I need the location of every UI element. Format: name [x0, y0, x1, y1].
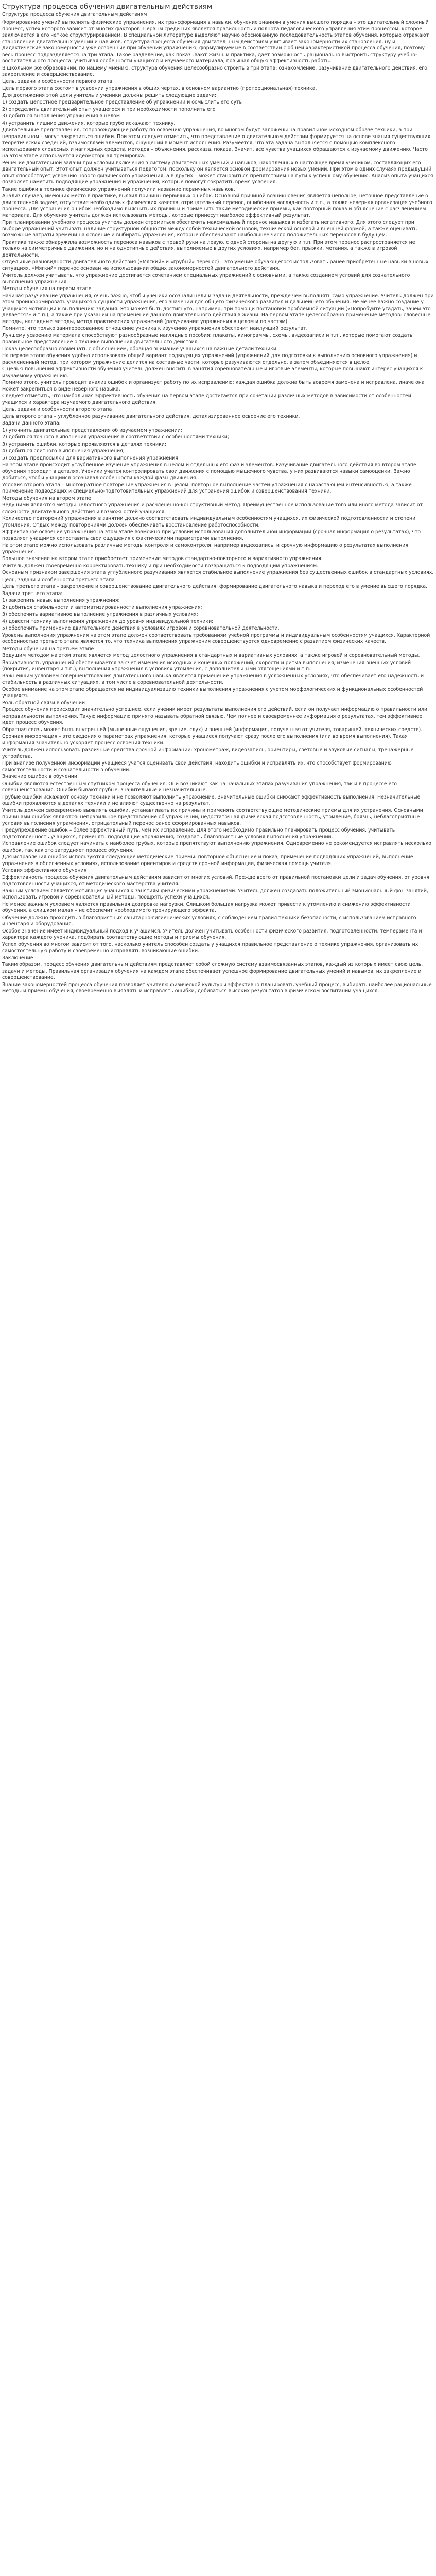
paragraph: Исправление ошибок следует начинать с наиболее грубых, которые препятствуют выполнению упражнения. Одновременно не рекомендуется исправлять несколько ошибок, так как это затрудняет процесс обучения.	[2, 841, 432, 853]
paragraph: Цель, задачи и особенности третьего этапа	[2, 577, 115, 583]
page-subtitle: Структура процесса обучения двигательным действиям	[2, 12, 147, 18]
paragraph: Процесс обучения происходит значительно успешнее, если ученик имеет результаты выполнения его действий, если он получает информацию о правильности или неправильности выполнения. Такую информацию принято называть обратной связью. Чем полнее и своевременнее информация о результатах, тем эффективнее идет процесс обучения.	[2, 707, 428, 725]
paragraph: Методы обучения на первом этапе	[2, 286, 92, 292]
paragraph: Цель первого этапа состоит в усвоении упражнения в общих чертах, в основном вариантно (пропорциональная) техника.	[2, 86, 317, 91]
paragraph: Обратная связь может быть внутренней (мышечные ощущения, зрение, слух) и внешней (информация, полученная от учителя, товарищей, технических средств).	[2, 726, 423, 733]
paragraph: Задачи данного этапа:	[2, 420, 61, 426]
paragraph: 5) обеспечить применение двигательного действия в условиях игровой и соревновательной деятельности.	[2, 625, 280, 631]
paragraph: Учитель должен учитывать, что упражнение достигается сочетанием специальных упражнений с основными, а также созданием условий для сознательного выполнения упражнения.	[2, 273, 410, 285]
article	[0, 0, 436, 995]
paragraph: Эффективность процесса обучения двигательным действиям зависит от многих условий. Прежде всего от правильной постановки цели и задач обучения, от уровня подготовленности учащихся, от методического мастерства учителя.	[2, 874, 430, 887]
paragraph: Знание закономерностей процесса обучения позволяет учителю физической культуры эффективно планировать учебный процесс, выбирать наиболее рациональные методы и приемы обучения, своевременно выявлять и исправлять ошибки, добиваться высоких результатов в физическом воспитании учащихся.	[2, 981, 432, 994]
paragraph: Грубые ошибки искажают основу техники и не позволяют выполнить упражнение. Значительные ошибки снижают эффективность выполнения. Незначительные ошибки проявляются в деталях техники и не влияют существенно на результат.	[2, 794, 421, 806]
paragraph: Заключение	[2, 955, 33, 961]
paragraph: Обучение должно проходить в благоприятных санитарно-гигиенических условиях, с соблюдением правил техники безопасности, с использованием исправного инвентаря и оборудования.	[2, 914, 416, 927]
paragraph: Ведущим методом на этом этапе является метод целостного упражнения в стандартных и вариативных условиях, а также игровой и соревновательный методы.	[2, 653, 420, 658]
paragraph: На этом этапе можно использовать различные методы контроля и самоконтроля, например видеозапись, и срочную информацию о результатах выполнения упражнения.	[2, 543, 408, 555]
paragraph: 1) создать целостное предварительное представление об упражнении и осмыслить его суть	[2, 99, 242, 105]
paragraph: Помимо этого, учитель проводит анализ ошибок и организует работу по их исправлению: каждая ошибка должна быть вовремя замечена и исправлена, иначе она может закрепиться в виде неверного навыка.	[2, 380, 425, 392]
paragraph: Цель, задачи и особенности первого этапа	[2, 78, 112, 84]
paragraph: Таким образом, процесс обучения двигательным действиям представляет собой сложную систему взаимосвязанных этапов, каждый из которых имеет свою цель, задачи и методы. Правильная организация обучения на каждом этапе обеспечивает успешное формирование двигательных умений и навыков, их закрепление и совершенствование.	[2, 962, 423, 980]
paragraph: 4) довести технику выполнения упражнения до уровня индивидуальной техники;	[2, 618, 214, 624]
paragraph: Формирование умений выполнять физические упражнения, их трансформация в навыки, обучение знаниям в умения высшего порядка – это двигательный сложный процесс, успех которого зависит от многих факторов. Первым среди них является правильность и полнота педагогического управления этим процессом, которое заключается в его четкое структурированием. В специальной литературе выделяют научно обоснованную последовательность этапов обучения, которые отражают становление двигательных умений и навыков, структура процесса обучения двигательным действиям учитывает закономерности их становления, ну и дидактические закономерности уже освоенные при обучении упражнению, формулируемые в соответствии с общей характеристикой процесса обучения, поэтому весь процесс подразделяется на три этапа. Такое разделение, как показывают жизнь и практика, дает возможность рационально выстроить структуру учебно-воспитательного процесса, учитывая особенности учащихся и изучаемого материала, повышая общую эффективность работы.	[2, 20, 429, 64]
paragraph: Цель, задачи и особенности второго этапа	[2, 406, 112, 412]
paragraph: Количество повторений упражнения в занятии должно соответствовать индивидуальным особенностям учащихся, их физической подготовленности и степени утомления. Отдых между повторениями должен обеспечивать восстановление работоспособности.	[2, 516, 416, 528]
paragraph: 3) обеспечить вариативное выполнение упражнения в различных условиях;	[2, 612, 198, 617]
paragraph: Учитель должен своевременно корректировать технику и при необходимости возвращаться к подводящим упражнениям.	[2, 563, 319, 569]
paragraph: Начиная разучивание упражнения, очень важно, чтобы ученики осознали цели и задачи деятельности, прежде чем выполнять само упражнение. Учитель должен при этом проинформировать учащихся о сущности упражнения, его значении для общего физического развития и дальнейшего обучения. Не менее важно создание у учащихся мотивации к выполнению задания. Это может быть достигнуто, например, при помощи постановки проблемной ситуации («Попробуйте угадать, зачем это делается?» и т.п.), а также при указании на применение данного двигательного действия в жизни. На первом этапе целесообразно применение методов: словесные методы, наглядные методы, метод практических упражнений (разучивание упражнения в целом и по частям).	[2, 293, 434, 325]
paragraph: На первом этапе обучения удобно использовать общий вариант подводящих упражнений (упражнений для подготовки к выполнению основного упражнения) и расчлененный метод, при котором упражнение делится на составные части, которые разучиваются отдельно, а затем объединяются в целое.	[2, 353, 417, 365]
paragraph: Особое значение имеет индивидуальный подход к учащимся. Учитель должен учитывать особенности физического развития, подготовленности, темперамента и характера каждого ученика, подбирать соответствующие методы и приемы обучения.	[2, 928, 422, 940]
paragraph: Показ целесообразно совмещать с объяснением, обращая внимание учащихся на важные детали техники.	[2, 346, 278, 352]
paragraph: Отдельные разновидности двигательного действия («Мягкий» и «грубый» перенос) – это умение обучающегося использовать ранее приобретенные навыки в новых ситуациях. «Мягкий» перенос основан на использовании общих закономерностей двигательного действия.	[2, 259, 429, 272]
paragraph: Предупреждение ошибок – более эффективный путь, чем их исправление. Для этого необходимо правильно планировать процесс обучения, учитывать подготовленность учащихся, применять подводящие упражнения, создавать благоприятные условия выполнения упражнений.	[2, 827, 395, 840]
paragraph: При планировании учебного процесса учитель должен стремиться обеспечить максимальный перенос навыков и избегать негативного. Для этого следует при выборе упражнений учитывать наличие структурной общности между собой технической основой, технической основой и внешней формой, а также оценивать возможные затраты времени на освоение и выбирать упражнения, которые обеспечивают наибольшее число положительных переносов в будущем.	[2, 219, 417, 238]
paragraph: Условия эффективного обучения	[2, 868, 87, 873]
article-body	[2, 20, 434, 995]
paragraph: При анализе полученной информации учащиеся учатся оценивать свои действия, находить ошибки и исправлять их, что способствует формированию самостоятельности и сознательности в обучении.	[2, 760, 392, 773]
paragraph: Двигательные представления, сопровождающие работу по освоению упражнения, во многом будут заложены на правильном исходном образе техники, а при неправильном – могут закрепиться ошибки. При этом следует отметить, что представление о двигательном действии формируется на основе знания существующих теоретических сведений, взаимосвязей элементов, ощущений в момент исполнения. Разумеется, что эта задача выполняется с помощью комплексного использования словесных и наглядных средств, методов – объяснения, рассказа, показа. Значит, все чувства учащихся обращаются к изучаемому движению. Часто на этом этапе используется идеомоторная тренировка.	[2, 127, 431, 159]
paragraph: Важным условием является мотивация учащихся к занятиям физическими упражнениями. Учитель должен создавать положительный эмоциональный фон занятий, использовать игровой и соревновательный методы, поощрять успехи учащихся.	[2, 888, 428, 900]
paragraph: 1) уточнить двигательные представления об изучаемом упражнении;	[2, 427, 182, 433]
paragraph: 2) добиться стабильности и автоматизированности выполнения упражнения;	[2, 604, 202, 611]
paragraph: Анализ случаев, имеющих место в практике, выявил причины первичных ошибок. Основной причиной возникновения является неполное, неточное представление о двигательной задаче, отсутствие необходимых физических качеств, отрицательный перенос, ошибочная наглядность и т.п., а также неверная организация учебного процесса. Для устранения ошибок необходимо выяснить их причины и применить такие методические приемы, как повторный показ и объяснение с расчленением материала. Для обучения учитель должен использовать методы, которые принесут наиболее эффективный результат.	[2, 193, 432, 218]
page-title: Структура процесса обучения двигательным действиям	[2, 3, 213, 11]
paragraph: Для достижения этой цели учитель и ученики должны решить следующие задачи:	[2, 92, 217, 98]
paragraph: С целью повышения эффективности обучения учитель должен вносить в занятия соревновательные и игровые элементы, которые повышают интерес учащихся к изучаемому упражнению.	[2, 366, 423, 379]
paragraph: 5) создать предпосылки для вариативного выполнения упражнения.	[2, 455, 180, 461]
paragraph: Задачи третьего этапа:	[2, 590, 63, 597]
paragraph: 3) добиться выполнения упражнения в целом	[2, 113, 120, 119]
paragraph: Учитель должен использовать различные средства срочной информации: хронометраж, видеозапись, ориентиры, световые и звуковые сигналы, тренажерные устройства.	[2, 747, 414, 759]
paragraph: В школьном же образовании, по нашему мнению, структура обучения целесообразно строить в три этапа: ознакомление, разучивание двигательного действия, его закрепление и совершенствование.	[2, 65, 427, 77]
paragraph: Роль обратной связи в обучении	[2, 700, 85, 706]
paragraph: Ведущими являются методы целостного упражнения и расчлененно-конструктивный метод. Преимущественное использование того или иного метода зависит от сложности двигательного действия и возможностей учащихся.	[2, 502, 423, 515]
paragraph: На этом этапе происходит углубленное изучение упражнения в целом и отдельных его фаз и элементов. Разучивание двигательного действия во втором этапе обучения проходит в деталях. Ученики учатся контролировать свои движения с помощью мышечного чувства, у них развиваются навыки самооценки. Важно добиться, чтобы учащийся осознавал особенности каждой фазы движения.	[2, 462, 416, 481]
paragraph: Вариативность упражнений обеспечивается за счет изменения исходных и конечных положений, скорости и ритма выполнения, изменения внешних условий (покрытия, инвентаря и т.п.), выполнения упражнения в условиях утомления, с дополнительными отягощениями и т.п.	[2, 659, 411, 672]
paragraph: Значение ошибок в обучении	[2, 774, 77, 779]
paragraph: Решение двигательной задачи при условии включения в систему двигательных умений и навыков, накопленных в настоящее время учеником, составляющих его двигательный опыт. Этот опыт должен учитываться педагогом, поскольку он является основой формирования новых умений. При этом в одних случаях предыдущий опыт способствует усвоению нового физического упражнения, а в других – может становиться препятствием на пути к успешному обучению. Анализ опыта учащихся позволяет наметить подводящие упражнения и упражнения, которые помогут сократить время усвоения.	[2, 160, 433, 185]
paragraph: Следует отметить, что наибольшая эффективность обучения на первом этапе достигается при сочетании различных методов в зависимости от особенностей учащихся и характера изучаемого двигательного действия.	[2, 393, 411, 405]
paragraph: 2) добиться точного выполнения упражнения в соответствии с особенностями техники;	[2, 434, 230, 440]
paragraph: Методы обучения на третьем этапе	[2, 646, 94, 652]
paragraph: Основным признаком завершения этапа углубленного разучивания является стабильное выполнение упражнения без существенных ошибок в стандартных условиях.	[2, 570, 434, 575]
paragraph: Цель второго этапа – углубленное разучивание двигательного действия, детализированное освоение его техники.	[2, 413, 300, 419]
paragraph: 2) определить двигательный опыт учащегося и при необходимости пополнить его	[2, 106, 216, 112]
paragraph: Успех обучения во многом зависит от того, насколько учитель способен создать у учащихся правильное представление о технике упражнения, организовать их самостоятельную работу и своевременно исправлять возникающие ошибки.	[2, 941, 418, 954]
paragraph: 4) устранить лишние движения, которые грубо искажают технику.	[2, 120, 176, 126]
paragraph: Для исправления ошибок используются следующие методические приемы: повторное объяснение и показ, применение подводящих упражнений, выполнение упражнения в облегченных условиях, использование ориентиров и средств срочной информации, физическая помощь учителя.	[2, 854, 413, 867]
paragraph: Уровень выполнения упражнения на этом этапе должен соответствовать требованиям учебной программы и индивидуальным особенностям учащихся. Характерной особенностью третьего этапа является то, что техника выполнения упражнения совершенствуется одновременно с развитием физических качеств.	[2, 632, 430, 645]
paragraph: Срочная информация – это сведения о параметрах упражнения, которые учащиеся получают сразу после его выполнения (или во время выполнения). Такая информация значительно ускоряет процесс освоения техники.	[2, 734, 408, 746]
paragraph: Ошибки являются естественным спутником процесса обучения. Они возникают как на начальных этапах разучивания упражнения, так и в процессе его совершенствования. Ошибки бывают грубые, значительные и незначительные.	[2, 781, 397, 793]
paragraph: Важнейшим условием совершенствования двигательного навыка является применение упражнения в усложненных условиях, что обеспечивает его надежность и стабильность в различных ситуациях, в том числе в соревновательной деятельности.	[2, 673, 424, 685]
paragraph: Особое внимание на этом этапе обращается на индивидуализацию техники выполнения упражнения с учетом морфологических и функциональных особенностей учащихся.	[2, 686, 423, 699]
paragraph: Эффективное освоение упражнения на этом этапе возможно при условии использования дополнительной информации (срочная информация о результатах), что позволяет учащимся сопоставить свои ощущения с фактическими параметрами выполнения.	[2, 529, 421, 541]
paragraph: Цель третьего этапа – закрепление и совершенствование двигательного действия, формирование двигательного навыка и переход его в умение высшего порядка.	[2, 584, 428, 589]
paragraph: 4) добиться слитного выполнения упражнения;	[2, 448, 125, 454]
paragraph: Большое значение на втором этапе приобретает применение методов стандартно-повторного и вариативного упражнения.	[2, 556, 323, 562]
paragraph: Условия второго этапа – многократное повторение упражнения в целом, повторное выполнение частей упражнения с нарастающей интенсивностью, а также применение подводящих и специально-подготовительных упражнений для устранения ошибок и совершенствования техники.	[2, 482, 412, 494]
paragraph: Учитель должен своевременно выявлять ошибки, устанавливать их причины и применять соответствующие методические приемы для их устранения. Основными причинами ошибок являются: неправильное представление об упражнении, недостаточная физическая подготовленность, утомление, боязнь, неблагоприятные условия выполнения упражнения, отрицательный перенос ранее сформированных навыков.	[2, 807, 423, 826]
paragraph: Методы обучения на втором этапе	[2, 495, 91, 501]
paragraph: Помните, что только заинтересованное отношение ученика к изучению упражнения обеспечит наилучший результат.	[2, 326, 308, 331]
paragraph: Не менее важным условием является правильная дозировка нагрузки. Слишком большая нагрузка может привести к утомлению и снижению эффективности обучения, а слишком малая – не обеспечит необходимого тренирующего эффекта.	[2, 901, 411, 913]
paragraph: Такие ошибки в технике физических упражнений получили название первичных навыков.	[2, 186, 235, 192]
paragraph: Лучшему усвоению материала способствуют разнообразные наглядные пособия: плакаты, кинограммы, схемы, видеозаписи и т.п., которые помогают создать правильное представление о технике выполнения двигательного действия.	[2, 332, 413, 345]
paragraph: 3) устранить ошибки, которые проявляются в деталях техники;	[2, 441, 167, 447]
paragraph: Практика также обнаружила возможность переноса навыков с правой руки на левую, с одной стороны на другую и т.п. При этом перенос распространяется не только на симметричные движения, но и на однотипные действия, выполняемые в других условиях, например бег, прыжки, метания, а также в игровой деятельности.	[2, 239, 415, 258]
paragraph: 1) закрепить навык выполнения упражнения;	[2, 598, 120, 603]
